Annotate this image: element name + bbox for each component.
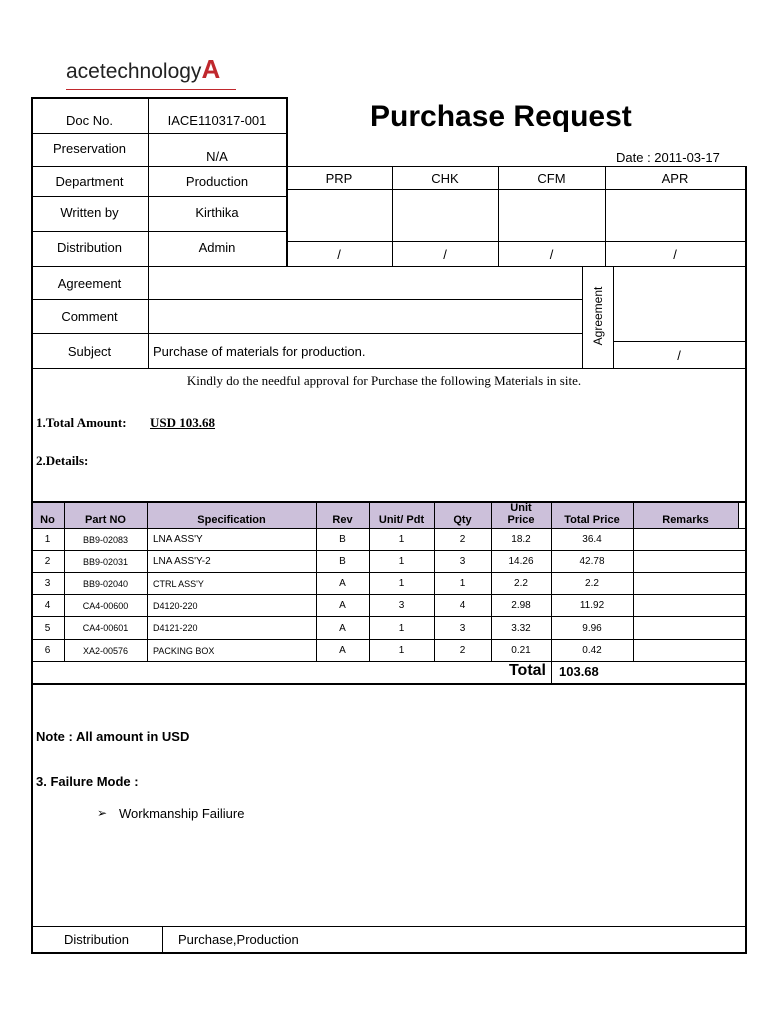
row-qty: 3: [459, 556, 466, 567]
row-unit: 1: [398, 556, 405, 567]
row-rev: B: [339, 556, 346, 567]
note-text: Note : All amount in USD: [36, 729, 190, 744]
bullet-arrow-icon: ➢: [97, 806, 108, 820]
details-label: 2.Details:: [36, 453, 89, 468]
approval-header-chk: CHK: [431, 170, 459, 186]
approval-header-prp: PRP: [325, 170, 353, 186]
row-unit: 1: [398, 645, 405, 656]
col-header-spec: Specification: [197, 514, 266, 526]
row-part: CA4-00601: [82, 623, 129, 633]
row-rev: A: [339, 578, 346, 589]
footer-distribution-label: Distribution: [63, 932, 130, 947]
comment-label: Comment: [61, 309, 118, 324]
row-price: 2.2: [514, 578, 528, 589]
doc-no-label: Doc No.: [66, 113, 113, 128]
total-amount-label: 1.Total Amount:: [36, 415, 127, 430]
col-header-rev: Rev: [332, 514, 353, 526]
table-bottom-line: [31, 683, 747, 685]
agreement-vertical-left: [582, 266, 583, 368]
frame-bottom: [31, 952, 747, 954]
agreement-col-sep: [148, 266, 149, 368]
logo-text-technology: technology: [99, 60, 202, 83]
company-logo: [66, 54, 246, 90]
logo-mark: A: [201, 54, 221, 84]
logo-underline: [66, 89, 236, 90]
row-total: 11.92: [579, 600, 605, 611]
approval-slash-prp: /: [337, 246, 341, 262]
approval-header-cfm: CFM: [537, 170, 566, 186]
document-date: Date : 2011-03-17: [616, 150, 720, 165]
row-part: BB9-02040: [82, 578, 129, 589]
logo-text-ace: ace: [66, 60, 100, 83]
col-header-remarks: Remarks: [662, 514, 709, 526]
row-no: 1: [44, 534, 51, 545]
row-no: 6: [44, 645, 51, 656]
row-rev: A: [339, 600, 346, 611]
row-total: 42.78: [579, 556, 605, 567]
written-by-label: Written by: [60, 205, 119, 220]
subject-label: Subject: [67, 343, 112, 359]
row-unit: 1: [398, 622, 405, 634]
written-by-value: Kirthika: [195, 205, 239, 220]
table-col-sep-9: [738, 502, 739, 528]
row-total: 2.2: [585, 578, 599, 589]
doc-no-value: IACE110317-001: [167, 113, 267, 128]
page-title: Purchase Request: [370, 100, 632, 133]
total-amount-value: USD 103.68: [150, 415, 216, 430]
row-no: 5: [44, 622, 51, 634]
row-spec: LNA ASS'Y: [153, 534, 203, 545]
failure-mode-label: 3. Failure Mode :: [36, 774, 139, 789]
table-row-line-6: [31, 661, 747, 662]
approval-slash-apr: /: [673, 246, 677, 262]
agreement-vertical-label: Agreement: [591, 286, 605, 346]
row-qty: 2: [459, 645, 466, 656]
row-part: BB9-02031: [82, 556, 129, 567]
row-no: 4: [44, 600, 51, 611]
row-no: 3: [44, 578, 51, 589]
col-header-total: Total Price: [564, 514, 620, 526]
row-rev: B: [339, 534, 346, 545]
approval-slash-chk: /: [443, 246, 447, 262]
row-price: 18.2: [511, 534, 531, 545]
row-price: 2.98: [511, 600, 531, 611]
department-value: Production: [185, 174, 249, 189]
row-price: 0.21: [511, 645, 531, 656]
row-unit: 1: [398, 578, 405, 589]
subject-bottom-line: [31, 368, 747, 369]
row-qty: 2: [459, 534, 466, 545]
row-spec: D4121-220: [153, 623, 198, 633]
agreement-label: Agreement: [57, 275, 122, 291]
intro-text: Kindly do the needful approval for Purchase the following Materials in site.: [186, 373, 582, 388]
distribution-label: Distribution: [56, 240, 123, 255]
row-qty: 4: [459, 600, 466, 611]
row-part: BB9-02083: [82, 534, 129, 545]
row-rev: A: [339, 645, 346, 656]
approval-header-line: [286, 189, 747, 190]
row-qty: 3: [459, 622, 466, 634]
row-qty: 1: [459, 578, 466, 589]
frame-top-left: [31, 97, 286, 99]
col-header-part: Part NO: [85, 514, 126, 526]
approval-header-apr: APR: [661, 170, 689, 186]
row-unit: 3: [398, 600, 405, 611]
approval-slash-cfm: /: [549, 246, 554, 262]
department-label: Department: [55, 174, 124, 189]
preservation-value: N/A: [206, 148, 228, 164]
row-unit: 1: [398, 534, 405, 545]
col-header-price: Unit Price: [507, 502, 535, 526]
row-total: 0.42: [582, 645, 602, 656]
frame-right: [745, 166, 747, 954]
row-rev: A: [339, 622, 346, 634]
row-price: 14.26: [508, 556, 534, 567]
agreement-slash: /: [677, 347, 681, 363]
col-header-unit: Unit/ Pdt: [378, 514, 425, 526]
row-part: CA4-00600: [82, 600, 129, 611]
subject-value: Purchase of materials for production.: [153, 343, 366, 359]
row-part: XA2-00576: [82, 645, 129, 656]
row-spec: PACKING BOX: [153, 645, 215, 656]
row-total: 36.4: [582, 534, 602, 545]
row-total: 9.96: [582, 622, 602, 634]
row-spec: LNA ASS'Y-2: [153, 556, 211, 567]
row-spec: D4120-220: [153, 600, 198, 611]
preservation-label: Preservation: [53, 140, 126, 156]
failure-item: Workmanship Failiure: [119, 806, 245, 821]
table-total-label: Total: [508, 662, 546, 679]
table-total-value: 103.68: [559, 664, 599, 679]
row-spec: CTRL ASS'Y: [153, 578, 204, 589]
row-no: 2: [44, 556, 51, 567]
col-header-qty: Qty: [453, 514, 472, 526]
distribution-value: Admin: [198, 240, 236, 255]
col-header-no: No: [40, 514, 55, 526]
footer-distribution-value: Purchase,Production: [178, 932, 299, 947]
footer-col-sep: [162, 926, 163, 953]
row-price: 3.32: [511, 622, 531, 634]
